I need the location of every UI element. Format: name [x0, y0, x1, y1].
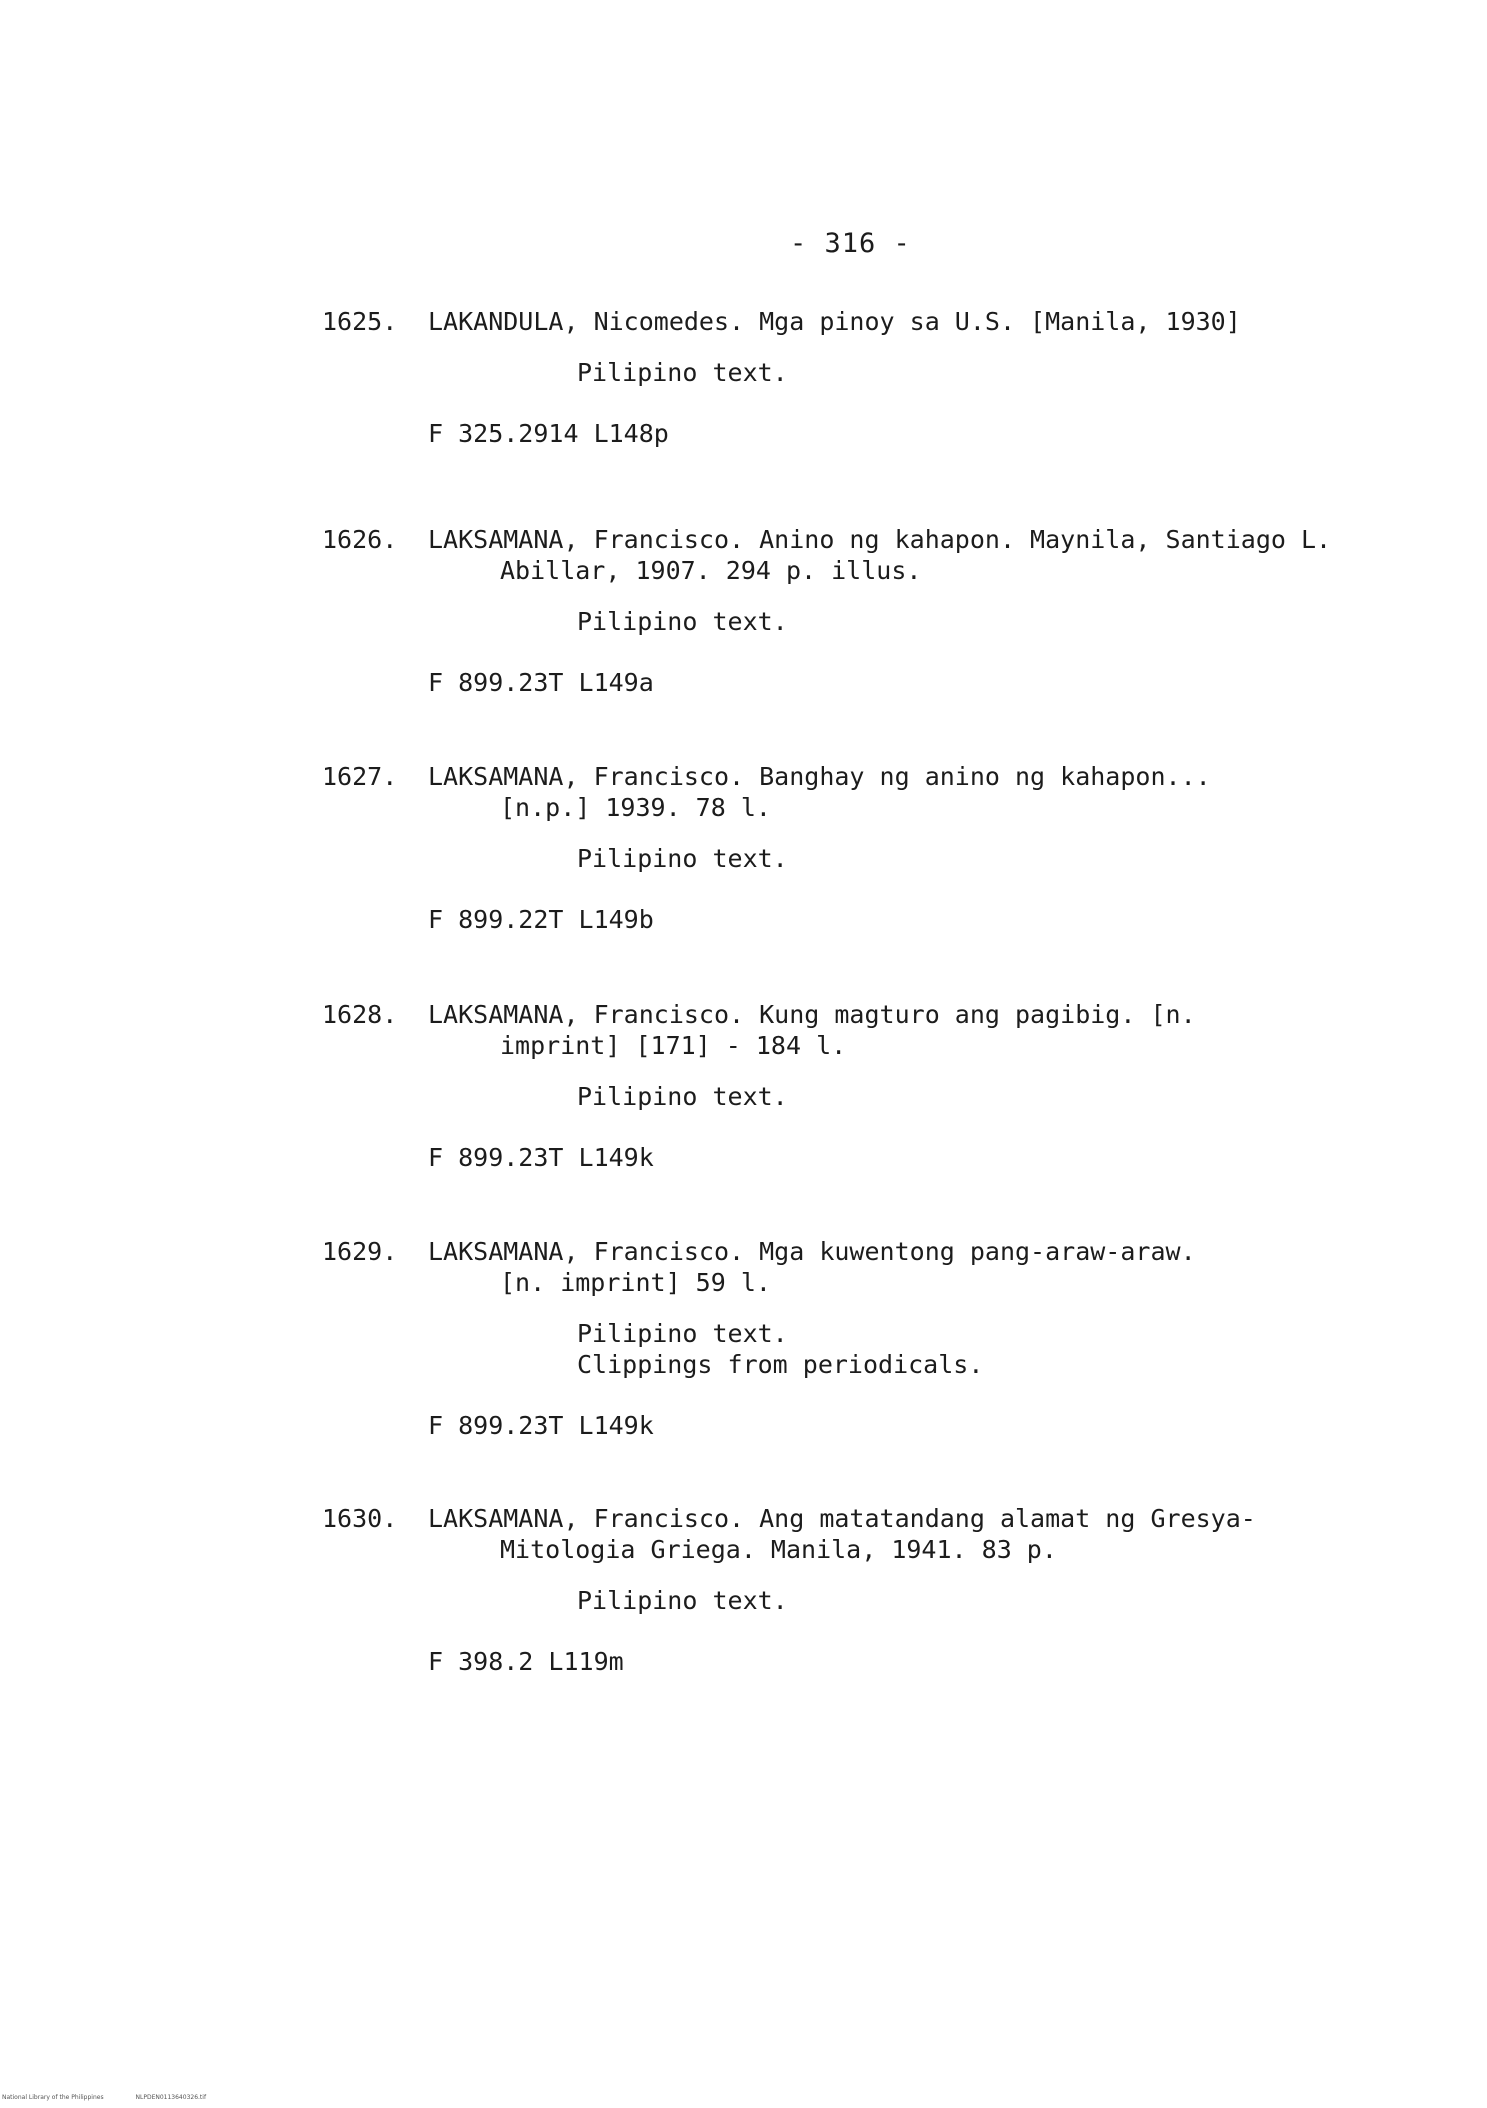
entry-first-line: [322, 999, 1382, 1030]
entry-number: 1627.: [322, 762, 398, 791]
entry-number: 1630.: [322, 1504, 398, 1533]
entry-note: Pilipino text.: [577, 607, 788, 636]
entry-note: Pilipino text.: [577, 1586, 788, 1615]
scan-footer: [2, 2094, 236, 2101]
entry-heading: LAKSAMANA, Francisco. Mga kuwentong pang-araw-araw.: [428, 1237, 1196, 1266]
page-number: - 316 -: [790, 228, 911, 259]
entry-note: Pilipino text.: [577, 1082, 788, 1111]
entry-heading: LAKSAMANA, Francisco. Banghay ng anino ng kahapon...: [428, 762, 1211, 791]
catalog-entry: [322, 524, 1382, 698]
entry-number: 1626.: [322, 525, 398, 554]
entry-heading: LAKSAMANA, Francisco. Anino ng kahapon. Maynila, Santiago L.: [428, 525, 1332, 554]
entry-heading: LAKSAMANA, Francisco. Kung magturo ang pagibig. [n.: [428, 1000, 1196, 1029]
call-number: F 899.23T L149a: [428, 668, 654, 697]
entry-heading: LAKANDULA, Nicomedes. Mga pinoy sa U.S. [Manila, 1930]: [428, 307, 1241, 336]
entry-continuation: Abillar, 1907. 294 p. illus.: [500, 556, 922, 585]
entry-first-line: [322, 1236, 1382, 1267]
call-number: F 899.23T L149k: [428, 1143, 654, 1172]
entry-note: Pilipino text.: [577, 1319, 788, 1348]
footer-institution: National Library of the Philippines: [2, 2094, 104, 2101]
call-number: F 398.2 L119m: [428, 1647, 624, 1676]
entry-note: Pilipino text.: [577, 844, 788, 873]
footer-file-id: NLPDEN0113640326.tif: [135, 2094, 207, 2101]
call-number: F 899.22T L149b: [428, 905, 654, 934]
entry-number: 1625.: [322, 307, 398, 336]
entry-number: 1628.: [322, 1000, 398, 1029]
catalog-entry: [322, 1236, 1382, 1441]
entry-first-line: [322, 1503, 1382, 1534]
entry-note: Pilipino text.: [577, 358, 788, 387]
entry-first-line: [322, 524, 1382, 555]
catalog-entry: [322, 761, 1382, 935]
entry-continuation: imprint] [171] - 184 l.: [500, 1031, 847, 1060]
entry-note: Clippings from periodicals.: [577, 1350, 984, 1379]
catalog-entry: [322, 1503, 1382, 1677]
entry-first-line: [322, 306, 1382, 337]
call-number: F 325.2914 L148p: [428, 419, 669, 448]
entry-continuation: [n.p.] 1939. 78 l.: [500, 793, 771, 822]
entry-number: 1629.: [322, 1237, 398, 1266]
entry-heading: LAKSAMANA, Francisco. Ang matatandang alamat ng Gresya-: [428, 1504, 1256, 1533]
entry-continuation: [n. imprint] 59 l.: [500, 1268, 771, 1297]
catalog-entry: [322, 999, 1382, 1173]
call-number: F 899.23T L149k: [428, 1411, 654, 1440]
entry-first-line: [322, 761, 1382, 792]
entry-continuation: Mitologia Griega. Manila, 1941. 83 p.: [500, 1535, 1057, 1564]
catalog-entry: [322, 306, 1382, 449]
